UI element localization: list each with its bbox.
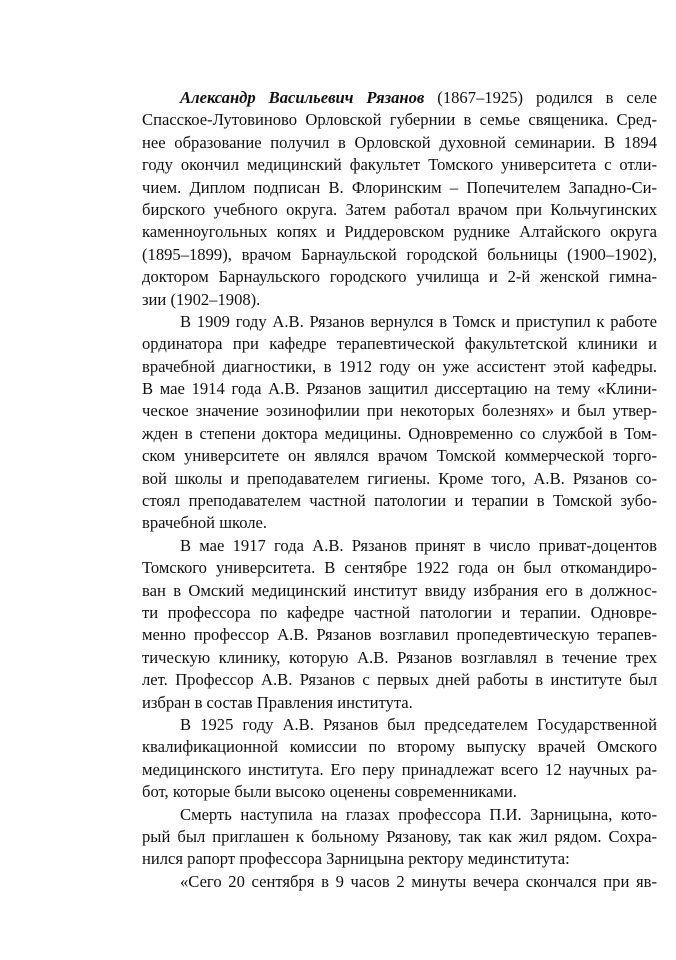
text-line: ческое значение эозинофилии при некоторых болезнях» и был утвер- — [142, 401, 657, 421]
text-line: ординатора при кафедре терапевтической факультетской клиники и — [142, 334, 657, 354]
text-line: ском университете он являлся врачом Томской коммерческой торго- — [142, 446, 657, 466]
text-line: Томского университета. В сентябре 1922 года он был откомандиро- — [142, 558, 657, 578]
paragraph-tomsk-career — [142, 311, 657, 535]
text-line: Смерть наступила на глазах профессора П.И. Зарницына, кото- — [180, 804, 657, 824]
text-line: стоял преподавателем частной патологии и терапии в Томской зубо- — [142, 491, 657, 511]
paragraph-omsk-appointment — [142, 535, 657, 714]
text-line: тическую клинику, которую А.В. Рязанов возглавлял в течение трех — [142, 647, 657, 667]
paragraph-commission — [142, 714, 657, 804]
text-line: менно профессор А.В. Рязанов возглавил пропедевтическую терапев- — [142, 625, 657, 645]
text-line: рый был приглашен к больному Рязанову, так как жил рядом. Сохра- — [142, 826, 657, 846]
text-line: жден в степени доктора медицины. Одновременно со службой в Том- — [142, 423, 657, 443]
text-line: ти профессора по кафедре частной патологии и терапии. Одновре- — [142, 602, 657, 622]
text-line: В 1909 году А.В. Рязанов вернулся в Томск и приступил к работе — [180, 311, 657, 331]
text-line: В мае 1917 года А.В. Рязанов принят в число приват-доцентов — [180, 535, 657, 555]
text-line: году окончил медицинский факультет Томского университета с отли- — [142, 155, 657, 175]
text-line: медицинского института. Его перу принадлежат всего 12 научных ра- — [142, 759, 657, 779]
text-line: бирского учебного округа. Затем работал врачом при Кольчугинских — [142, 199, 657, 219]
text-line: нее образование получил в Орловской духовной семинарии. В 1894 — [142, 132, 657, 152]
text-line: врачебной диагностики, в 1912 году он уже ассистент этой кафедры. — [142, 356, 657, 376]
text-line: «Сего 20 сентября в 9 часов 2 минуты вечера скончался при яв- — [180, 871, 657, 891]
document-page — [142, 87, 657, 893]
text-line: (1895–1899), врачом Барнаульской городской больницы (1900–1902), — [142, 244, 657, 264]
text-line: нился рапорт профессора Зарницына ректору мединститута: — [142, 849, 570, 869]
text-line: избран в состав Правления института. — [142, 692, 413, 712]
text-line: В 1925 году А.В. Рязанов был председателем Государственной — [180, 714, 657, 734]
text-line: ван в Омский медицинский институт ввиду избрания его в должнос- — [142, 580, 657, 600]
text-line: каменноугольных копях и Риддеровском руднике Алтайского округа — [142, 222, 657, 242]
text-line: вой школы и преподавателем гигиены. Кроме того, А.В. Рязанов со- — [142, 468, 657, 488]
text-line: доктором Барнаульского городского училища и 2-й женской гимна- — [142, 267, 657, 287]
text-line: Александр Васильевич Рязанов (1867–1925) родился в селе — [180, 88, 657, 107]
text-line: В мае 1914 года А.В. Рязанов защитил диссертацию на тему «Клини- — [142, 379, 657, 399]
paragraph-biography-intro — [142, 87, 657, 311]
text-line: лет. Профессор А.В. Рязанов с первых дней работы в институте был — [142, 670, 657, 690]
text-line: квалификационной комиссии по второму выпуску врачей Омского — [142, 737, 657, 757]
person-name: Александр Васильевич Рязанов — [180, 88, 425, 107]
text-line: врачебной школе. — [142, 513, 268, 533]
text-line: Спасское-Лутовиново Орловской губернии в семье священика. Сред- — [142, 110, 657, 130]
paragraph-report-quote — [142, 871, 657, 893]
text-line: зии (1902–1908). — [142, 289, 261, 309]
text-line: бот, которые были высоко оценены современниками. — [142, 782, 517, 802]
text-line: чием. Диплом подписан В. Флоринским – Попечителем Западно-Си- — [142, 177, 657, 197]
paragraph-death — [142, 804, 657, 871]
